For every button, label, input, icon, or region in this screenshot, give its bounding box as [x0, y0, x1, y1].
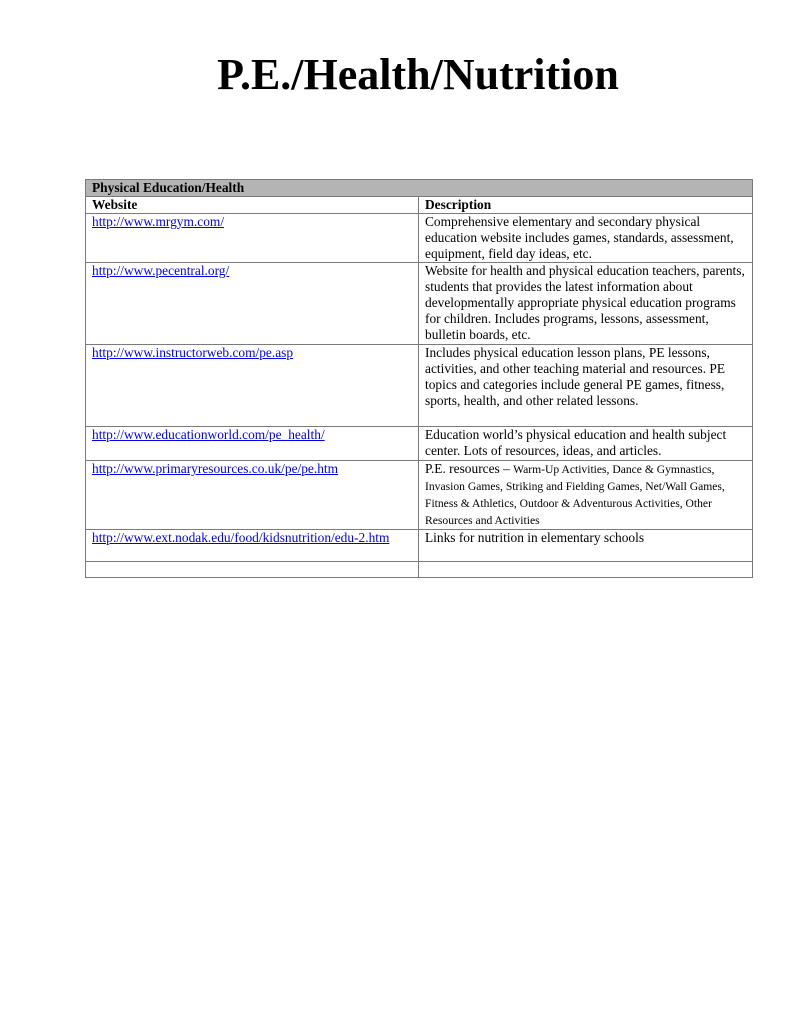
website-cell	[86, 263, 419, 345]
website-link[interactable]: http://www.educationworld.com/pe_health/	[92, 427, 325, 442]
website-cell	[86, 345, 419, 427]
table-row	[86, 461, 753, 530]
description-cell: Includes physical education lesson plans, PE lessons, activities, and other teaching material and resources. PE topics and categories include general PE games, fitness, sports, health, and other related lessons.	[419, 345, 753, 427]
table-row	[86, 263, 753, 345]
description-detail: Warm-Up Activities, Dance & Gymnastics, Invasion Games, Striking and Fielding Games, Net/Wall Games, Fitness & Athletics, Outdoor & Adventurous Activities, Other Resources and Activities	[425, 463, 725, 527]
column-header-row	[86, 197, 753, 214]
description-cell	[419, 461, 753, 530]
website-cell	[86, 214, 419, 263]
column-header-website: Website	[86, 197, 419, 214]
description-lead: P.E. resources –	[425, 461, 514, 476]
table-row	[86, 427, 753, 461]
section-heading: Physical Education/Health	[86, 180, 753, 197]
description-cell: Website for health and physical education teachers, parents, students that provides the latest information about developmentally appropriate physical education programs for children. Includes programs, lessons, assessment, bulletin boards, etc.	[419, 263, 753, 345]
column-header-description: Description	[419, 197, 753, 214]
website-cell	[86, 530, 419, 562]
description-cell: Links for nutrition in elementary schools	[419, 530, 753, 562]
empty-cell	[86, 562, 419, 578]
table-row	[86, 345, 753, 427]
page-title: P.E./Health/Nutrition	[217, 50, 619, 99]
empty-cell	[419, 562, 753, 578]
empty-row	[86, 562, 753, 578]
table-row	[86, 214, 753, 263]
table-row	[86, 530, 753, 562]
website-cell	[86, 427, 419, 461]
website-link[interactable]: http://www.instructorweb.com/pe.asp	[92, 345, 294, 360]
website-link[interactable]: http://www.pecentral.org/	[92, 263, 230, 278]
website-link[interactable]: http://www.primaryresources.co.uk/pe/pe.htm	[92, 461, 339, 476]
description-cell: Education world’s physical education and health subject center. Lots of resources, ideas, and articles.	[419, 427, 753, 461]
description-cell: Comprehensive elementary and secondary physical education website includes games, standards, assessment, equipment, field day ideas, etc.	[419, 214, 753, 263]
section-header-row	[86, 180, 753, 197]
website-link[interactable]: http://www.mrgym.com/	[92, 214, 225, 229]
website-link[interactable]: http://www.ext.nodak.edu/food/kidsnutrition/edu-2.htm	[92, 530, 390, 545]
resources-table	[85, 179, 753, 578]
website-cell	[86, 461, 419, 530]
